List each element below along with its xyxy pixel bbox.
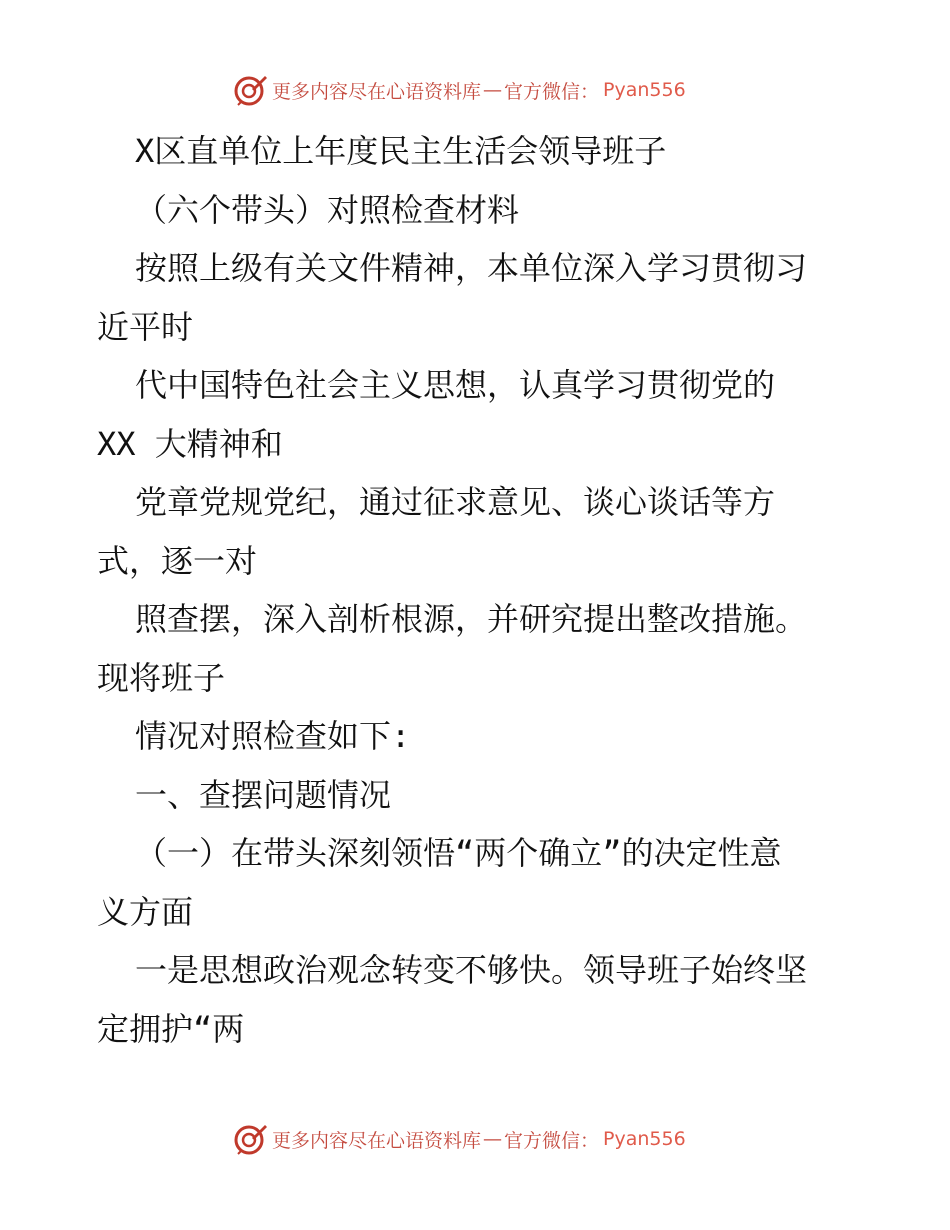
- watermark-wechat-id: Pyan556: [603, 1128, 686, 1150]
- doc-line: （六个带头）对照检查材料: [135, 190, 520, 229]
- header-watermark: [234, 70, 754, 110]
- doc-line: 照查摆，深入剖析根源，并研究提出整改措施。: [135, 600, 808, 638]
- document-body: [97, 122, 857, 1058]
- doc-line: 党章党规党纪，通过征求意见、谈心谈话等方: [135, 483, 776, 521]
- watermark-text: 更多内容尽在心语资料库: [272, 80, 482, 103]
- doc-line: 近平时: [97, 307, 194, 346]
- watermark-separator: —: [483, 1128, 503, 1150]
- doc-line: XX 大精神和: [97, 424, 283, 463]
- watermark-wechat-label: 官方微信：: [504, 1129, 600, 1152]
- doc-line: 现将班子: [97, 658, 226, 697]
- doc-line: 义方面: [97, 892, 194, 931]
- footer-watermark: [234, 1119, 754, 1159]
- doc-line: X区直单位上年度民主生活会领导班子: [135, 132, 667, 170]
- pen-logo-icon: [234, 73, 268, 107]
- doc-line: 定拥护“两: [97, 1009, 245, 1048]
- doc-line: 式，逐一对: [97, 541, 258, 580]
- watermark-wechat-label: 官方微信：: [504, 80, 600, 103]
- doc-line: （一）在带头深刻领悟“两个确立”的决定性意: [135, 834, 782, 872]
- doc-line: 一是思想政治观念转变不够快。领导班子始终坚: [135, 951, 808, 989]
- watermark-text: 更多内容尽在心语资料库: [272, 1129, 482, 1152]
- pen-logo-icon: [234, 1122, 268, 1156]
- doc-line: 情况对照检查如下:: [135, 717, 411, 755]
- doc-line: 代中国特色社会主义思想，认真学习贯彻党的: [135, 366, 776, 404]
- watermark-separator: —: [483, 79, 503, 101]
- doc-line: 一、查摆问题情况: [135, 775, 392, 814]
- doc-line: 按照上级有关文件精神，本单位深入学习贯彻习: [135, 249, 808, 287]
- watermark-wechat-id: Pyan556: [603, 79, 686, 101]
